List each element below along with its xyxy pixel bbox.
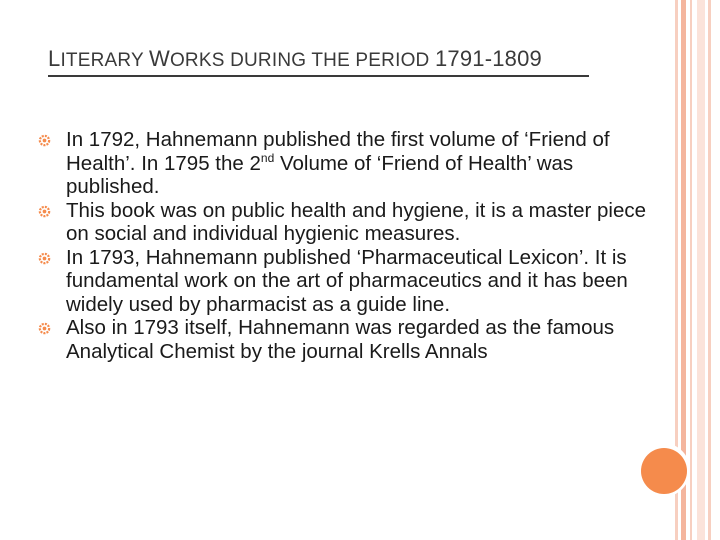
gear-bullet-icon (38, 134, 51, 147)
decorative-stripe (697, 0, 705, 540)
title-underline (48, 75, 589, 77)
gear-bullet-icon (38, 252, 51, 265)
bullet-item (38, 128, 658, 199)
bullet-superscript: nd (260, 150, 275, 165)
bullet-text: In 1793, Hahnemann published ‘Pharmaceutical Lexicon’. It is fundamental work on the art of pharmaceutics and it has been widely used by pharmacist as a guide line. (66, 245, 628, 316)
bullet-list (38, 128, 658, 363)
decorative-circle (641, 448, 687, 494)
title-small-caps: ORKS DURING THE PERIOD (169, 50, 435, 71)
gear-bullet-icon (38, 322, 51, 335)
decorative-stripe (708, 0, 711, 540)
slide-title (48, 46, 542, 72)
gear-bullet-icon (38, 205, 51, 218)
bullet-text: In 1792, Hahnemann published the first volume of ‘Friend of Health’. In 1795 the 2 (66, 128, 610, 175)
title-initial: L (48, 46, 61, 71)
decorative-stripe (690, 0, 692, 540)
bullet-item (38, 316, 658, 363)
bullet-item (38, 246, 658, 317)
bullet-text: Volume of ‘Friend of Health’ was published. (66, 151, 574, 198)
title-years: 1791-1809 (434, 46, 542, 71)
title-initial: W (148, 46, 170, 71)
bullet-text: Also in 1793 itself, Hahnemann was regarded as the famous Analytical Chemist by the journal Krells Annals (66, 316, 615, 363)
bullet-item (38, 199, 658, 246)
bullet-text: This book was on public health and hygiene, it is a master piece on social and individual hygienic measures. (66, 198, 647, 245)
title-small-caps: ITERARY (60, 50, 149, 71)
